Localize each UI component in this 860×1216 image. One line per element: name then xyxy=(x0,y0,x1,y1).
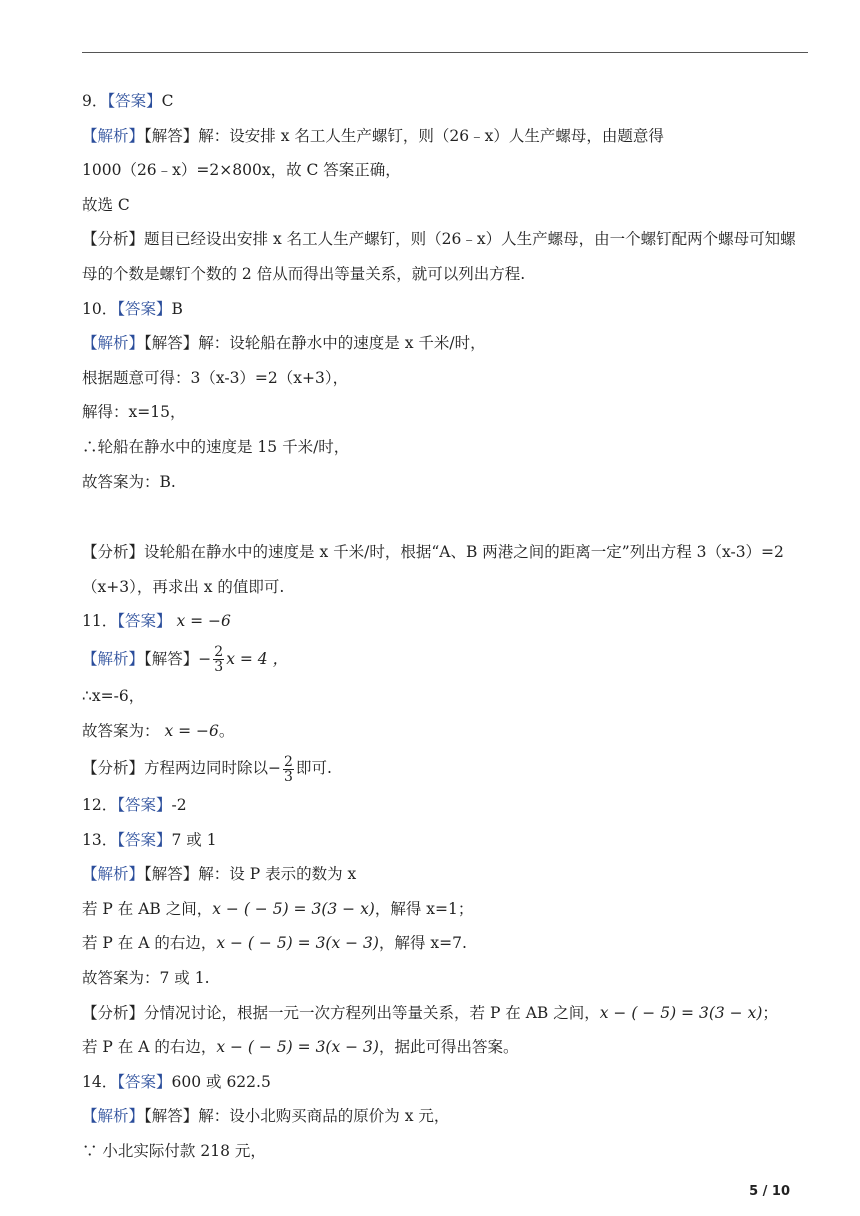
analysis-tag: 【解析】 xyxy=(82,126,145,145)
q9-fenxi xyxy=(82,222,808,291)
q12-answer-line xyxy=(82,788,808,823)
q13-fenxi2-math: x − ( − 5) = 3(x − 3) xyxy=(216,1038,379,1057)
q10-solution-line-1 xyxy=(82,326,808,361)
q13-solution-line-1 xyxy=(82,857,808,892)
header-rule xyxy=(82,52,808,53)
q14-text-2: ∵ 小北实际付款 218 元， xyxy=(82,1142,266,1161)
q9-text-2: 1000（26﹣x）=2×800x，故 C 答案正确， xyxy=(82,161,401,180)
q13-solution-line-3 xyxy=(82,926,808,961)
q13-fenxi-pre: 分情况讨论，根据一元一次方程列出等量关系，若 P 在 AB 之间， xyxy=(144,1003,600,1022)
solution-tag: 【解答】 xyxy=(144,334,199,353)
q14-solution-line-1 xyxy=(82,1099,808,1134)
q13-fenxi-line-2 xyxy=(82,1030,808,1065)
q9-answer: C xyxy=(161,92,174,110)
answer-tag: 【答案】 xyxy=(117,612,172,631)
q10-fenxi xyxy=(82,535,808,604)
analysis-tag: 【解析】 xyxy=(82,649,145,668)
frac-num: 2 xyxy=(214,644,224,661)
fenxi-tag: 【分析】 xyxy=(82,230,145,249)
q14-answer-line xyxy=(82,1065,808,1100)
solution-tag: 【解答】 xyxy=(144,649,199,668)
q14-text-1: 解：设小北购买商品的原价为 x 元， xyxy=(198,1107,450,1126)
q11-text-3-post: 。 xyxy=(218,721,235,740)
analysis-tag: 【解析】 xyxy=(82,334,145,353)
q11-number: 11． xyxy=(82,612,118,631)
solution-tag: 【解答】 xyxy=(144,126,199,145)
answer-tag: 【答案】 xyxy=(117,830,172,849)
q9-text-3: 故选 C xyxy=(82,195,130,214)
q11-answer: x = −6 xyxy=(176,612,231,631)
q10-text-1: 解：设轮船在静水中的速度是 x 千米/时， xyxy=(198,334,486,353)
solution-tag: 【解答】 xyxy=(144,865,199,884)
fenxi-tag: 【分析】 xyxy=(82,759,145,778)
fenxi-tag: 【分析】 xyxy=(82,1003,145,1022)
q13-fenxi-post: ； xyxy=(762,1003,778,1022)
document-body xyxy=(82,84,808,1169)
q13-text-2-post: ，解得 x=1； xyxy=(374,899,474,918)
q13-answer-line xyxy=(82,823,808,858)
q11-fenxi-post: 即可. xyxy=(295,759,332,778)
q11-solution-line-3 xyxy=(82,714,808,749)
q9-solution-line-3 xyxy=(82,188,808,223)
q13-text-2-pre: 若 P 在 AB 之间， xyxy=(82,899,213,918)
q13-fenxi xyxy=(82,996,808,1031)
fraction-two-thirds xyxy=(213,645,224,674)
frac-num: 2 xyxy=(284,753,293,770)
q11-equation-rest: x = 4 ， xyxy=(226,649,289,668)
q13-solution-line-2 xyxy=(82,892,808,927)
q11-fenxi-minus: − xyxy=(268,759,282,778)
q9-solution-line-1 xyxy=(82,119,808,154)
q12-number: 12． xyxy=(82,796,118,815)
q9-answer-line xyxy=(82,84,808,119)
q13-text-3-pre: 若 P 在 A 的右边， xyxy=(82,934,217,953)
answer-tag: 【答案】 xyxy=(117,299,172,318)
q10-solution-line-4 xyxy=(82,430,808,465)
analysis-tag: 【解析】 xyxy=(82,1107,145,1126)
solution-tag: 【解答】 xyxy=(144,1107,199,1126)
q13-solution-line-4 xyxy=(82,961,808,996)
q14-answer: 600 或 622.5 xyxy=(171,1072,271,1091)
spacer xyxy=(82,499,808,535)
q13-fenxi-math: x − ( − 5) = 3(3 − x) xyxy=(599,1003,763,1022)
q9-fenxi-text: 题目已经设出安排 x 名工人生产螺钉，则（26﹣x）人生产螺母，由一个螺钉配两个螺母可知螺母的个数是螺钉个数的 2 倍从而得出等量关系，就可以列出方程. xyxy=(82,230,796,283)
q13-number: 13． xyxy=(82,830,118,849)
fraction-two-thirds xyxy=(283,755,294,784)
q13-fenxi2-post: ，据此可得出答案。 xyxy=(378,1038,519,1057)
q10-solution-line-3 xyxy=(82,395,808,430)
q10-solution-line-2 xyxy=(82,361,808,396)
q11-text-3-math: x = −6 xyxy=(164,721,219,740)
q9-text-1: 解：设安排 x 名工人生产螺钉，则（26﹣x）人生产螺母，由题意得 xyxy=(198,126,664,145)
q12-answer: -2 xyxy=(171,796,187,815)
q13-text-2-math: x − ( − 5) = 3(3 − x) xyxy=(212,899,375,918)
q11-text-2: ∴x=-6， xyxy=(82,686,145,705)
q10-text-2: 根据题意可得：3（x-3）=2（x+3）， xyxy=(82,368,349,387)
frac-den: 3 xyxy=(214,659,224,676)
q13-text-4: 故答案为：7 或 1. xyxy=(82,969,210,988)
q10-text-4: ∴轮船在静水中的速度是 15 千米/时， xyxy=(82,437,350,456)
q14-solution-line-2 xyxy=(82,1134,808,1169)
q13-text-3-math: x − ( − 5) = 3(x − 3) xyxy=(216,934,379,953)
frac-den: 3 xyxy=(284,768,293,785)
q9-solution-line-2 xyxy=(82,153,808,188)
q10-text-5: 故答案为：B. xyxy=(82,472,176,491)
q10-answer-line xyxy=(82,292,808,327)
fenxi-tag: 【分析】 xyxy=(82,543,145,562)
q13-text-1: 解：设 P 表示的数为 x xyxy=(198,865,357,884)
q11-fenxi xyxy=(82,748,808,788)
answer-tag: 【答案】 xyxy=(117,1072,172,1091)
q11-fenxi-pre: 方程两边同时除以 xyxy=(144,759,269,778)
q11-solution-line-1 xyxy=(82,639,808,679)
q10-solution-line-5 xyxy=(82,465,808,500)
q10-fenxi-text: 设轮船在静水中的速度是 x 千米/时，根据“A、B 两港之间的距离一定”列出方程 3（x-3）=2（x+3），再求出 x 的值即可. xyxy=(82,543,784,596)
answer-tag: 【答案】 xyxy=(117,796,172,815)
q11-text-3-pre: 故答案为： xyxy=(82,721,160,740)
analysis-tag: 【解析】 xyxy=(82,865,145,884)
q11-minus: − xyxy=(198,649,212,668)
page-number: 5 / 10 xyxy=(749,1184,790,1199)
q11-solution-line-2 xyxy=(82,679,808,714)
q11-answer-line xyxy=(82,604,808,639)
q10-number: 10． xyxy=(82,299,118,318)
q13-answer: 7 或 1 xyxy=(171,830,217,849)
answer-tag: 【答案】 xyxy=(107,92,162,110)
q13-text-3-post: ，解得 x=7. xyxy=(378,934,467,953)
q10-text-3: 解得：x=15， xyxy=(82,403,186,422)
q14-number: 14． xyxy=(82,1072,118,1091)
q13-fenxi2-pre: 若 P 在 A 的右边， xyxy=(82,1038,217,1057)
q9-number: 9． xyxy=(82,92,108,110)
q10-answer: B xyxy=(171,299,183,318)
